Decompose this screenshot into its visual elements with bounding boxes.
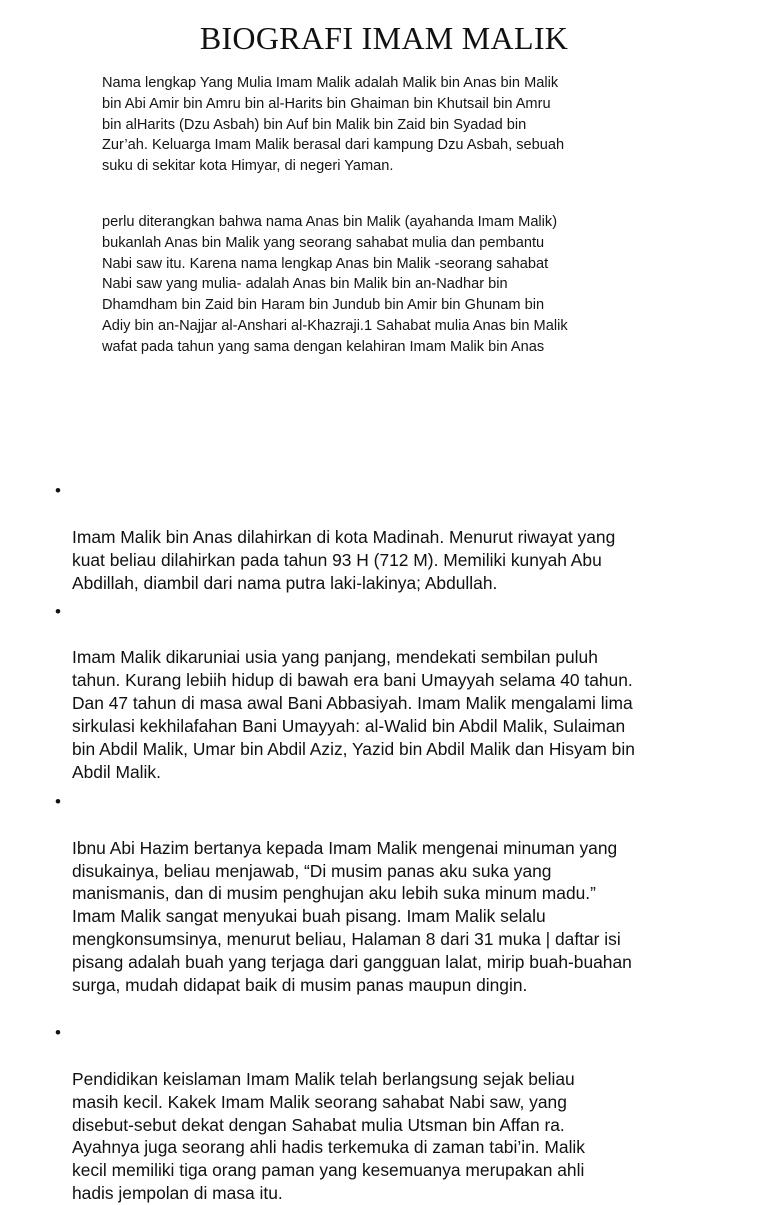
bullet-text: Ibnu Abi Hazim bertanya kepada Imam Malik mengenai minuman yang disukainya, beliau menjawab, “Di musim panas aku suka yang manismanis, dan di musim penghujan aku lebih suka minum madu.” Imam Malik sangat menyukai buah pisang. Imam Malik selalu mengkonsumsinya, menurut beliau, Halaman 8 dari 31 muka | daftar isi pisang adalah buah yang terjaga dari gangguan lalat, mirip buah-buahan surga, mudah didapat baik di musim panas maupun dingin. xyxy=(72,837,632,996)
intro-paragraph: perlu diterangkan bahwa nama Anas bin Malik (ayahanda Imam Malik) bukanlah Anas bin Malik yang seorang sahabat mulia dan pembantu Nabi saw itu. Karena nama lengkap Anas bin Malik -seorang sahabat Nabi saw yang mulia- adalah Anas bin Malik bin an-Nadhar bin Dhamdham bin Zaid bin Haram bin Jundub bin Amir bin Ghunam bin Adiy bin an-Najjar al-Anshari al-Khazraji.1 Sahabat mulia Anas bin Malik wafat pada tahun yang sama dengan kelahiran Imam Malik bin Anas xyxy=(102,214,568,355)
bullet-item xyxy=(0,1022,768,1205)
bullet-item xyxy=(0,480,768,595)
bullet-dot-icon: • xyxy=(55,791,61,811)
bullet-list xyxy=(0,480,768,1205)
page-title: BIOGRAFI IMAM MALIK xyxy=(199,20,569,56)
bullet-item xyxy=(0,791,768,997)
bullet-dot-icon: • xyxy=(55,481,61,500)
bullet-text: Imam Malik dikaruniai usia yang panjang, mendekati sembilan puluh tahun. Kurang lebiih hidup di bawah era bani Umayyah selama 40 tahun. Dan 47 tahun di masa awal Bani Abbasiyah. Imam Malik mengalami lima sirkulasi kekhilafahan Bani Umayyah: al-Walid bin Abdil Malik, Sulaiman bin Abdil Malik, Umar bin Abdil Aziz, Yazid bin Abdil Malik dan Hisyam bin Abdil Malik. xyxy=(72,647,635,782)
bullet-dot-icon: • xyxy=(55,1022,61,1042)
bullet-item xyxy=(0,601,768,784)
bullet-text: Imam Malik bin Anas dilahirkan di kota Madinah. Menurut riwayat yang kuat beliau dilahirkan pada tahun 93 H (712 M). Memiliki kunyah Abu Abdillah, diambil dari nama putra laki-lakinya; Abdullah. xyxy=(72,526,616,593)
bullet-dot-icon: • xyxy=(55,601,61,621)
bullet-text: Pendidikan keislaman Imam Malik telah berlangsung sejak beliau masih kecil. Kakek Imam Malik seorang sahabat Nabi saw, yang disebut-sebut dekat dengan Sahabat mulia Utsman bin Affan ra. Ayahnya juga seorang ahli hadis terkemuka di zaman tabi’in. Malik kecil memiliki tiga orang paman yang kesemuanya merupakan ahli hadis jempolan di masa itu. xyxy=(72,1068,585,1204)
intro-paragraph: Nama lengkap Yang Mulia Imam Malik adalah Malik bin Anas bin Malik bin Abi Amir bin Amru bin al-Harits bin Ghaiman bin Khutsail bin Amru bin alHarits (Dzu Asbah) bin Auf bin Malik bin Zaid bin Syadad bin Zur’ah. Keluarga Imam Malik berasal dari kampung Dzu Asbah, sebuah suku di sekitar kota Himyar, di negeri Yaman. xyxy=(102,75,565,175)
